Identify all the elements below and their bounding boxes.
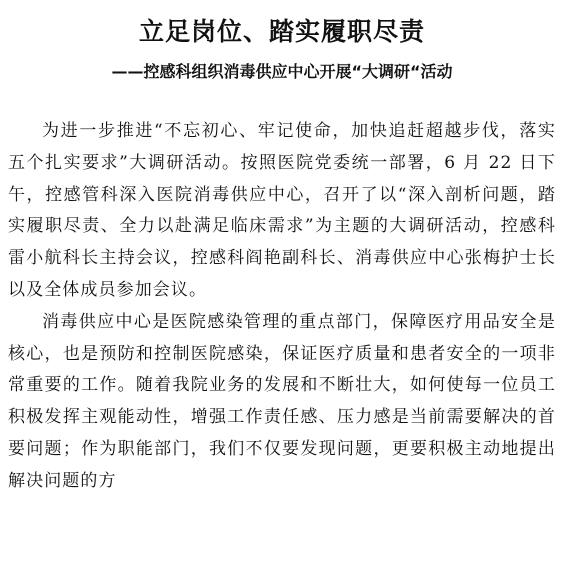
article-body [8,116,556,498]
article-title: 立足岗位、踏实履职尽责 [138,17,425,46]
paragraph-1: 为进一步推进“不忘初心、牢记使命，加快追赶超越步伐，落实五个扎实要求”大调研活动。按照医院党委统一部署，6 月 22 日下午，控感管科深入医院消毒供应中心，召开了以“深入剖析问题，踏实履职尽责、全力以赴满足临床需求”为主题的大调研活动，控感科雷小航科长主持会议，控感科阎艳副科长、消毒供应中心张梅护士长以及全体成员参加会议。 [8,121,556,300]
article-subtitle: ——控感科组织消毒供应中心开展“大调研“活动 [111,62,453,81]
paragraph-2: 消毒供应中心是医院感染管理的重点部门，保障医疗用品安全是核心，也是预防和控制医院感染，保证医疗质量和患者安全的一项非常重要的工作。随着我院业务的发展和不断壮大，如何使每一位员工积极发挥主观能动性，增强工作责任感、压力感是当前需要解决的首要问题；作为职能部门，我们不仅要发现问题，更要积极主动地提出解决问题的方 [8,311,556,491]
